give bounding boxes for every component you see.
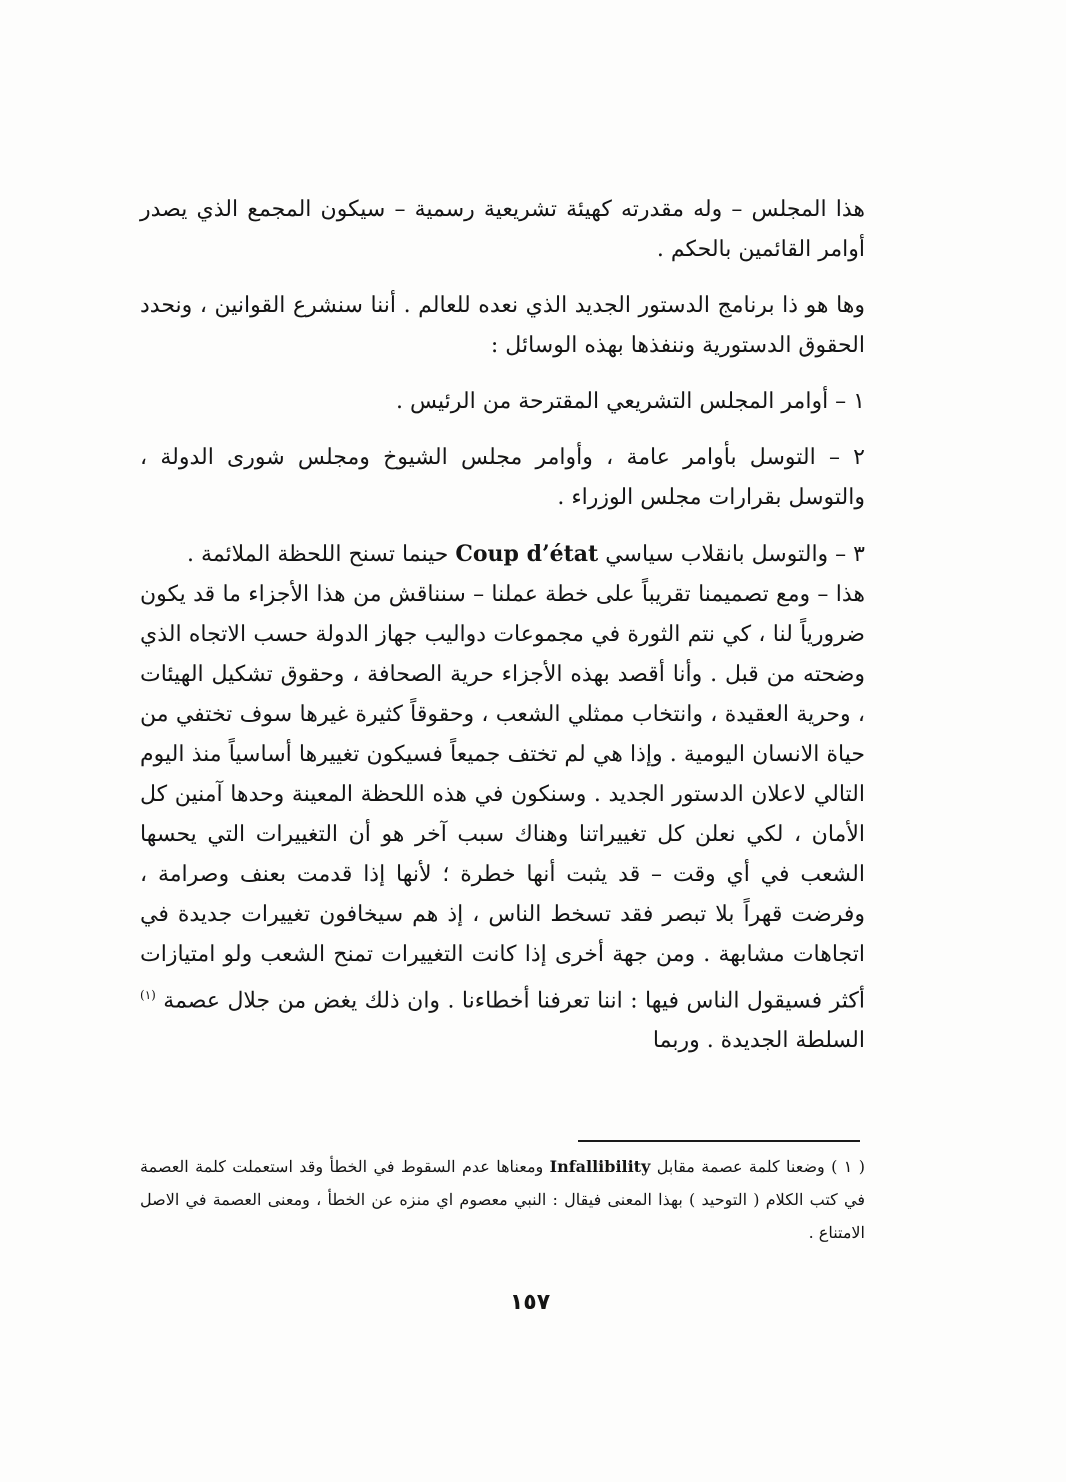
coup-detat-term: Coup d’état	[455, 541, 599, 567]
footnote-text-end: ومعناها عدم السقوط في الخطأ وقد استعملت كلمة العصمة في كتب الكلام ( التوحيد ) بهذا المعنى فيقال : النبي معصوم اي منزه عن الخطأ ، ومعنى العصمة في الاصل الامتناع .	[140, 1157, 866, 1242]
paragraph-constitution-program: وها هو ذا برنامج الدستور الجديد الذي نعده للعالم . أننا سنشرع القوانين ، ونحدد الحقوق الدستورية وننفذها بهذه الوسائل :	[140, 293, 865, 358]
main-text	[140, 190, 865, 1061]
footnote-text: ( ١ ) وضعنا كلمة عصمة مقابل	[656, 1157, 866, 1176]
list-item-3	[140, 534, 865, 575]
paragraph-changes	[140, 575, 865, 1061]
page-number: ١٥٧	[509, 1290, 551, 1315]
footnote	[140, 1150, 865, 1249]
list-item-3-text: ٣ – والتوسل بانقلاب سياسي	[605, 542, 865, 567]
list-item-1: ١ – أوامر المجلس التشريعي المقترحة من الرئيس .	[395, 389, 865, 414]
list-item-3-text-end: حينما تسنح اللحظة الملائمة .	[187, 542, 449, 567]
footnote-divider	[578, 1140, 860, 1142]
paragraph-changes-text: هذا – ومع تصميمنا تقريباً على خطة عملنا – سنناقش من هذا الأجزاء ما قد يكون ضرورياً لنا ، كي نتم الثورة في مجموعات دواليب جهاز الدولة حسب الاتجاه الذي وضحته من قبل . وأنا أقصد بهذه الأجزاء حرية الصحافة ، وحقوق تشكيل الهيئات ، وحرية العقيدة ، وانتخاب ممثلي الشعب ، وحقوقاً كثيرة غيرها سوف تختفي من حياة الانسان اليومية . وإذا هي لم تختف جميعاً فسيكون تغييرها أساسياً منذ اليوم التالي لاعلان الدستور الجديد . وسنكون في هذه اللحظة المعينة وحدها آمنين كل الأمان ، لكي نعلن كل تغييراتنا وهناك سبب آخر هو أن التغييرات التي يحسها الشعب في أي وقت – قد يثبت أنها خطرة ؛ لأنها إذا قدمت بعنف وصرامة ، وفرضت قهراً بلا تبصر فقد تسخط الناس ، إذ هم سيخافون تغييرات جديدة في اتجاهات مشابهة . ومن جهة أخرى إذا كانت التغييرات تمنح الشعب ولو امتيازات أكثر فسيقول الناس فيها : اننا تعرفنا أخطاءنا . وان ذلك يغض من جلال عصمة	[140, 582, 865, 1014]
infallibility-term: Infallibility	[549, 1157, 651, 1176]
footnote-reference: (١)	[140, 988, 156, 1002]
paragraph-changes-text-end: السلطة الجديدة . وربما	[652, 1028, 865, 1054]
list-item-2: ٢ – التوسل بأوامر عامة ، وأوامر مجلس الشيوخ ومجلس شورى الدولة ، والتوسل بقرارات مجلس الوزراء .	[140, 445, 865, 510]
paragraph-council: هذا المجلس – وله مقدرته كهيئة تشريعية رسمية – سيكون المجمع الذي يصدر أوامر القائمين بالحكم .	[140, 197, 865, 262]
